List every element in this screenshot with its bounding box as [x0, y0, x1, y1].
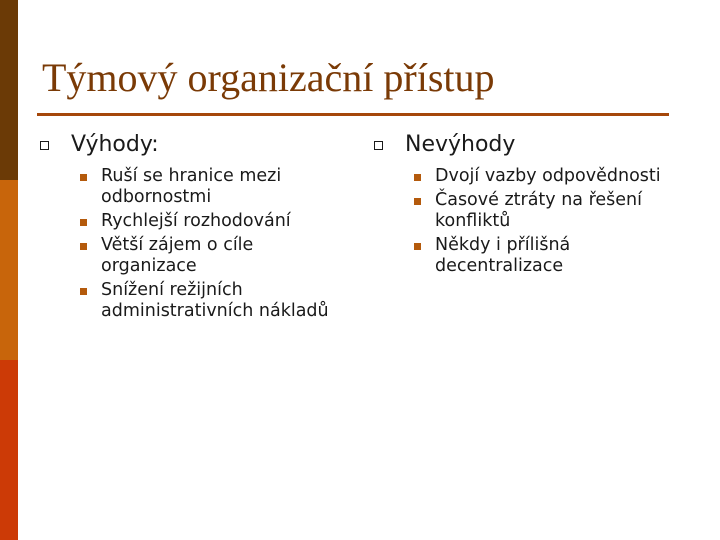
disadvantages-column: [374, 130, 674, 276]
title-underline: [37, 113, 669, 116]
list-item: [80, 166, 340, 208]
side-bar-top: [0, 0, 18, 180]
list-item-text: Časové ztráty na řešení konfliktů: [435, 190, 642, 231]
advantages-heading-row: [40, 130, 340, 162]
disadvantages-list: [414, 166, 674, 280]
advantages-list: [80, 166, 340, 325]
advantages-column: [40, 130, 340, 321]
side-bar-bottom: [0, 360, 18, 540]
square-bullet-icon: [374, 141, 383, 150]
list-item-text: Dvojí vazby odpovědnosti: [435, 166, 661, 186]
list-item: [414, 166, 674, 187]
square-bullet-icon: [40, 141, 49, 150]
list-item: [414, 235, 674, 277]
square-bullet-icon: [80, 243, 87, 250]
side-bar-middle: [0, 180, 18, 360]
disadvantages-heading-row: [374, 130, 674, 162]
list-item-text: Ruší se hranice mezi odbornostmi: [101, 166, 282, 207]
disadvantages-heading: Nevýhody: [405, 132, 516, 157]
slide-title: Týmový organizační přístup: [42, 55, 495, 100]
list-item-text: Větší zájem o cíle organizace: [101, 235, 254, 276]
list-item: [414, 190, 674, 232]
square-bullet-icon: [80, 219, 87, 226]
list-item-text: Snížení režijních administrativních nákladů: [101, 280, 329, 321]
list-item: [80, 280, 340, 322]
list-item: [80, 211, 340, 232]
list-item-text: Někdy i přílišná decentralizace: [435, 235, 571, 276]
list-item: [80, 235, 340, 277]
square-bullet-icon: [414, 198, 421, 205]
square-bullet-icon: [80, 174, 87, 181]
advantages-heading: Výhody:: [71, 132, 159, 157]
list-item-text: Rychlejší rozhodování: [101, 211, 291, 231]
square-bullet-icon: [414, 243, 421, 250]
square-bullet-icon: [80, 288, 87, 295]
square-bullet-icon: [414, 174, 421, 181]
